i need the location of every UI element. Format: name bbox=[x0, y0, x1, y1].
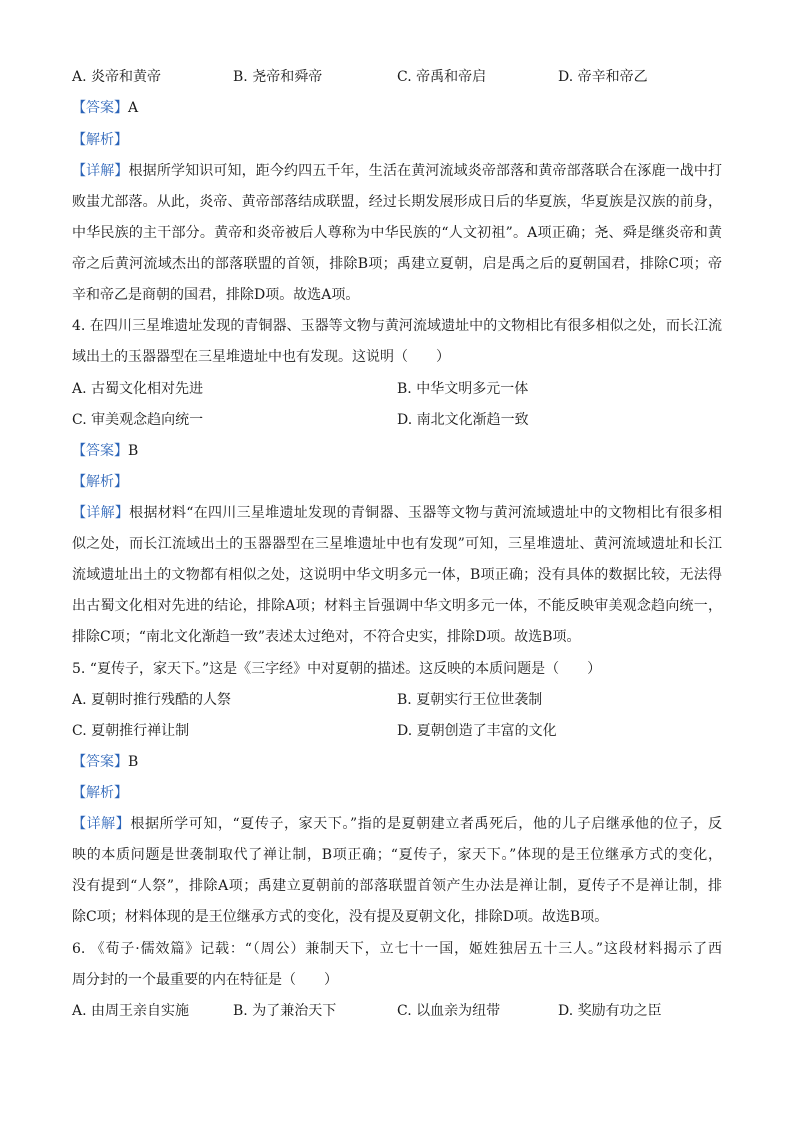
q5-option-b: B. 夏朝实行王位世袭制 bbox=[397, 692, 543, 708]
q3-detail-line-3: 中华民族的主干部分。黄帝和炎帝被后人尊称为中华民族的“人文初祖”。A项正确；尧、舜是继炎帝和黄 bbox=[72, 225, 722, 241]
q4-detail-line-5: 排除C项；“南北文化渐趋一致”表述太过绝对，不符合史实，排除D项。故选B项。 bbox=[72, 629, 581, 645]
q6-option-c: C. 以血亲为纽带 bbox=[397, 1003, 501, 1019]
q5-answer bbox=[72, 752, 138, 772]
q5-stem-line-1: 5. “夏传子，家天下。”这是《三字经》中对夏朝的描述。这反映的本质问题是（ ） bbox=[72, 661, 602, 677]
q4-detail-line-3: 流域遗址出土的文物都有相似之处，这说明中华文明多元一体，B项正确；没有具体的数据比较，无法得 bbox=[72, 567, 722, 583]
answer-label: 【答案】 bbox=[72, 100, 128, 116]
q6-option-b: B. 为了兼治天下 bbox=[233, 1003, 337, 1019]
answer-label: 【答案】 bbox=[72, 754, 128, 770]
q5-detail-line-2: 映的本质问题是世袭制取代了禅让制，B项正确；“夏传子，家天下。”体现的是王位继承方式的变化， bbox=[72, 847, 722, 863]
q4-stem-line-2: 域出土的玉器器型在三星堆遗址中也有发现。这说明（ ） bbox=[72, 349, 450, 365]
q4-detail-line-1: 【详解】根据材料“在四川三星堆遗址发现的青铜器、玉器等文物与黄河流域遗址中的文物相比有很多相 bbox=[72, 505, 723, 521]
q3-option-c: C. 帝禹和帝启 bbox=[397, 69, 487, 85]
q3-option-d: D. 帝辛和帝乙 bbox=[558, 69, 648, 85]
q6-option-d: D. 奖励有功之臣 bbox=[558, 1003, 662, 1019]
answer-label: 【答案】 bbox=[72, 443, 128, 459]
q6-option-a: A. 由周王亲自实施 bbox=[72, 1003, 190, 1019]
q3-detail-line-4: 帝之后黄河流域杰出的部落联盟的首领，排除B项；禹建立夏朝，启是禹之后的夏朝国君，排除C项；帝 bbox=[72, 256, 722, 272]
q4-detail-line-4: 出古蜀文化相对先进的结论，排除A项；材料主旨强调中华文明多元一体，不能反映审美观念趋向统一， bbox=[72, 598, 722, 614]
answer-value: B bbox=[128, 443, 139, 459]
q5-option-a: A. 夏朝时推行残酷的人祭 bbox=[72, 692, 232, 708]
detail-label: 【详解】 bbox=[72, 505, 130, 521]
q5-detail-line-4: 除C项；材料体现的是王位继承方式的变化，没有提及夏朝文化，排除D项。故选B项。 bbox=[72, 909, 609, 925]
q3-analysis-label: 【解析】 bbox=[72, 132, 128, 148]
q4-stem-line-1: 4. 在四川三星堆遗址发现的青铜器、玉器等文物与黄河流域遗址中的文物相比有很多相似之处，而长江流 bbox=[72, 318, 722, 334]
detail-label: 【详解】 bbox=[72, 163, 129, 179]
q3-detail-line-2: 败蚩尤部落。从此，炎帝、黄帝部落结成联盟，经过长期发展形成日后的华夏族，华夏族是汉族的前身， bbox=[72, 194, 722, 210]
q5-option-c: C. 夏朝推行禅让制 bbox=[72, 723, 190, 739]
q4-detail-line-2: 似之处，而长江流域出土的玉器器型在三星堆遗址中也有发现”可知，三星堆遗址、黄河流域遗址和长江 bbox=[72, 536, 722, 552]
q3-detail-line-1: 【详解】根据所学知识可知，距今约四五千年，生活在黄河流域炎帝部落和黄帝部落联合在涿鹿一战中打 bbox=[72, 163, 723, 179]
q6-stem-line-2: 周分封的一个最重要的内在特征是（ ） bbox=[72, 972, 338, 988]
q5-option-d: D. 夏朝创造了丰富的文化 bbox=[397, 723, 557, 739]
detail-label: 【详解】 bbox=[72, 816, 131, 832]
q4-answer bbox=[72, 441, 138, 461]
q5-detail-line-3: 没有提到“人祭”，排除A项；禹建立夏朝前的部落联盟首领产生办法是禅让制，夏传子不是禅让制，排 bbox=[72, 878, 722, 894]
q3-detail-line-5: 辛和帝乙是商朝的国君，排除D项。故选A项。 bbox=[72, 287, 360, 303]
q4-option-b: B. 中华文明多元一体 bbox=[397, 381, 529, 397]
q4-option-d: D. 南北文化渐趋一致 bbox=[397, 412, 529, 428]
q6-stem-line-1: 6. 《荀子·儒效篇》记载：“（周公）兼制天下，立七十一国，姬姓独居五十三人。”这段材料揭示了西 bbox=[72, 941, 722, 957]
q5-analysis-label: 【解析】 bbox=[72, 785, 128, 801]
q4-option-a: A. 古蜀文化相对先进 bbox=[72, 381, 204, 397]
q3-answer bbox=[72, 98, 138, 118]
q4-analysis-label: 【解析】 bbox=[72, 474, 128, 490]
answer-value: A bbox=[128, 100, 139, 116]
q3-option-b: B. 尧帝和舜帝 bbox=[233, 69, 323, 85]
q3-option-a: A. 炎帝和黄帝 bbox=[72, 69, 162, 85]
q5-detail-line-1: 【详解】根据所学可知，“夏传子，家天下。”指的是夏朝建立者禹死后，他的儿子启继承他的位子，反 bbox=[72, 816, 723, 832]
q4-option-c: C. 审美观念趋向统一 bbox=[72, 412, 204, 428]
answer-value: B bbox=[128, 754, 139, 770]
